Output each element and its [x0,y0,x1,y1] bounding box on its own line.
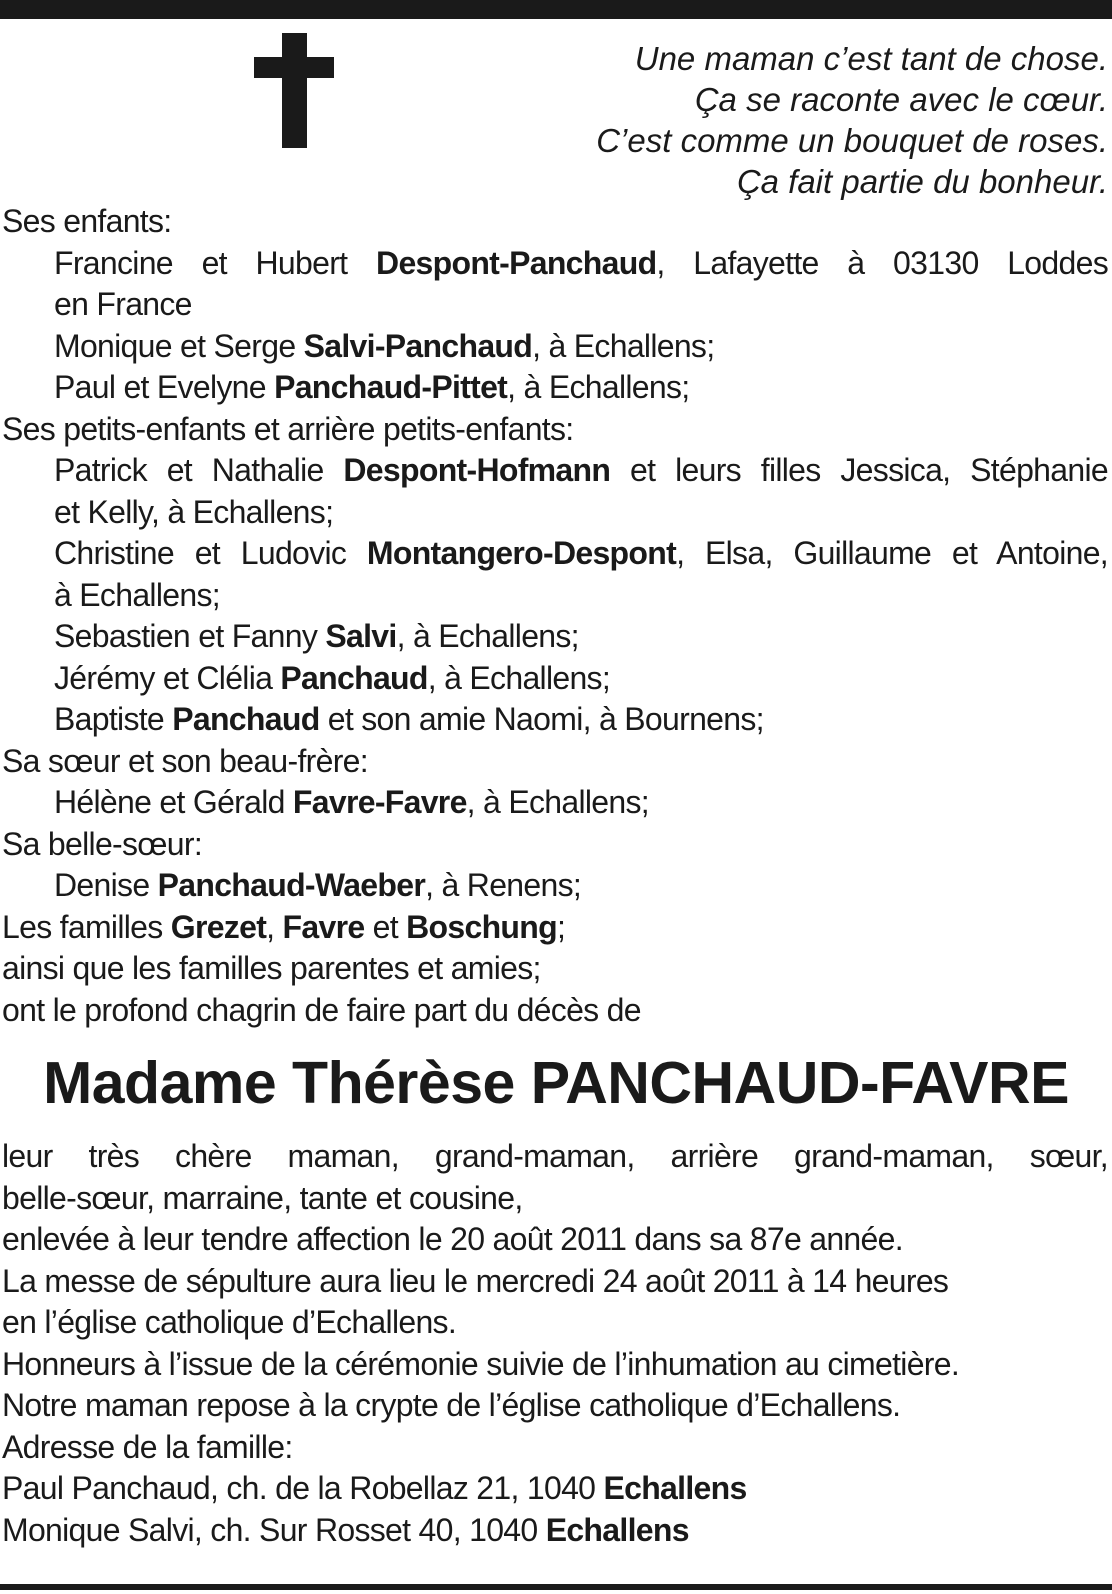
family-name: Panchaud [172,701,320,737]
families-line: Les familles Grezet, Favre et Boschung; [2,908,566,945]
family-name: Grezet [170,908,267,945]
announcement-details [2,1136,1108,1551]
section-heading-grandchildren: Ses petits-enfants et arrière petits-enfants: [2,410,574,447]
address-heading: Adresse de la famille: [2,1428,293,1465]
family-entry: Jérémy et Clélia Panchaud, à Echallens; [54,659,611,696]
mass-line: La messe de sépulture aura lieu le mercredi 24 août 2011 à 14 heures [2,1262,949,1299]
family-name: Despont-Panchaud [376,244,657,281]
family-entry: Baptiste Panchaud et son amie Naomi, à Bournens; [54,701,764,737]
family-entry: Denise Panchaud-Waeber, à Renens; [54,867,582,903]
relation-line: belle-sœur, marraine, tante et cousine, [2,1179,523,1216]
poem-line: Ça se raconte avec le cœur. [694,81,1108,118]
closing-line: ont le profond chagrin de faire part du décès de [2,991,641,1028]
family-name: Montangero-Despont [366,535,677,571]
family-name: Despont-Hofmann [343,452,611,488]
closing-line: ainsi que les familles parentes et amies; [2,950,541,986]
address-city: Echallens [545,1511,689,1548]
family-entry: Sebastien et Fanny Salvi, à Echallens; [54,618,579,654]
poem [508,38,1108,202]
family-entry: Patrick et Nathalie Despont-Hofmann et leurs filles Jessica, Stéphanie et Kelly, à Echallens; [54,452,1108,530]
section-heading-sister-in-law: Sa belle-sœur: [2,825,203,862]
family-name: Panchaud [280,659,428,696]
family-entry: Monique et Serge Salvi-Panchaud, à Echallens; [54,327,715,364]
address-city: Echallens [603,1470,747,1506]
address-line: Monique Salvi, ch. Sur Rosset 40, 1040 Echallens [2,1511,689,1548]
family-name: Salvi-Panchaud [303,327,533,364]
poem-line: C’est comme un bouquet de roses. [596,122,1108,159]
relation-line: leur très chère maman, grand-maman, arrière grand-maman, sœur, [2,1138,1108,1174]
family-name: Salvi [325,618,397,654]
bottom-border-rule [0,1584,1112,1590]
family-entry: Christine et Ludovic Montangero-Despont, Elsa, Guillaume et Antoine, à Echallens; [54,535,1108,613]
honors-line: Honneurs à l’issue de la cérémonie suivie de l’inhumation au cimetière. [2,1345,960,1382]
top-border-rule [0,0,1112,19]
family-entry: Hélène et Gérald Favre-Favre, à Echallens; [54,784,649,820]
family-entry: Francine et Hubert Despont-Panchaud, Lafayette à 03130 Loddes en France [54,244,1108,322]
section-heading-children: Ses enfants: [2,203,172,239]
family-name: Favre-Favre [292,784,467,820]
poem-line: Ça fait partie du bonheur. [736,163,1108,200]
family-name: Favre [282,908,365,945]
poem-line: Une maman c’est tant de chose. [634,40,1108,77]
family-name: Panchaud-Waeber [157,867,426,903]
family-name: Boschung [406,908,557,945]
section-heading-sister: Sa sœur et son beau-frère: [2,742,368,779]
family-list [2,201,1108,1031]
deceased-name-heading: Madame Thérèse PANCHAUD-FAVRE [43,1050,1069,1116]
death-line: enlevée à leur tendre affection le 20 août 2011 dans sa 87e année. [2,1221,903,1257]
rest-line: Notre maman repose à la crypte de l’église catholique d’Echallens. [2,1387,901,1423]
cross-icon [254,33,334,148]
mass-line: en l’église catholique d’Echallens. [2,1304,457,1340]
family-name: Panchaud-Pittet [274,369,508,405]
family-entry: Paul et Evelyne Panchaud-Pittet, à Echallens; [54,369,690,405]
address-line: Paul Panchaud, ch. de la Robellaz 21, 1040 Echallens [2,1470,747,1506]
